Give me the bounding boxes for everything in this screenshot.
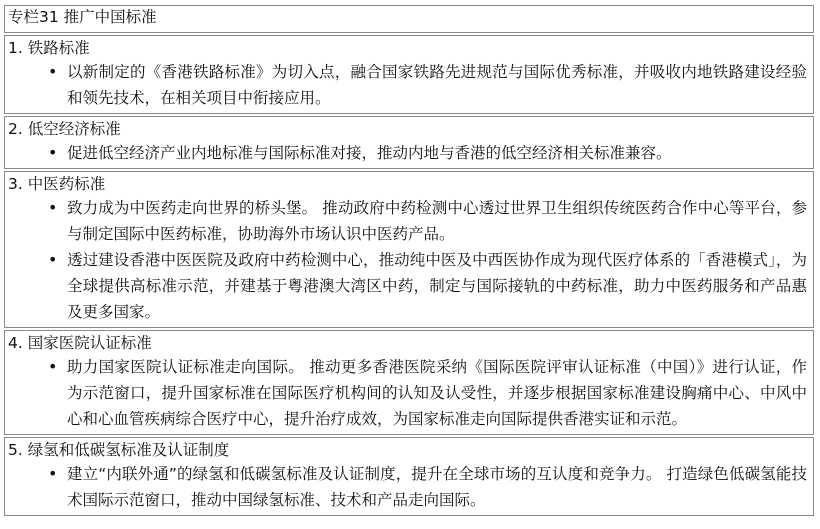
column-box: [4, 3, 814, 518]
section-heading: 5. 绿氢和低碳氢标准及认证制度: [8, 441, 230, 459]
bullet-list: [8, 59, 807, 111]
section-hydrogen: [4, 437, 814, 516]
bullet-item: • 建立“内联外通”的绿氢和低碳氢标准及认证制度，提升在全球市场的互认度和竞争力。 打造绿色低碳氢能技术国际示范窗口，推动中国绿氢标准、技术和产品走向国际。: [48, 461, 807, 513]
bullet-item: • 透过建设香港中医医院及政府中药检测中心，推动纯中医及中西医协作成为现代医疗体系的「香港模式」，为全球提供高标准示范，并建基于粤港澳大湾区中药，制定与国际接轨的中药标准，助力中医药服务和产品惠及更多国家。: [48, 247, 807, 325]
bullet-list: [8, 354, 807, 432]
title-row: [4, 5, 814, 33]
section-railway: [4, 35, 814, 114]
section-chinese-medicine: [4, 171, 814, 328]
section-hospital-accreditation: [4, 330, 814, 435]
bullet-item: • 致力成为中医药走向世界的桥头堡。 推动政府中药检测中心透过世界卫生组织传统医药合作中心等平台，参与制定国际中医药标准，协助海外市场认识中医药产品。: [48, 195, 807, 247]
section-heading: 1. 铁路标准: [8, 39, 90, 57]
column-title: 专栏31 推广中国标准: [4, 5, 814, 33]
bullet-item: • 助力国家医院认证标准走向国际。 推动更多香港医院采纳《国际医院评审认证标准（中国）》进行认证，作为示范窗口，提升国家标准在国际医疗机构间的认知及认受性，并逐步根据国家标准建设胸痛中心、中风中心和心血管疾病综合医疗中心，提升治疗成效，为国家标准走向国际提供香港实证和示范。: [48, 354, 807, 432]
bullet-list: [8, 195, 807, 325]
bullet-list: [8, 461, 807, 513]
section-heading: 4. 国家医院认证标准: [8, 334, 152, 352]
bullet-list: [8, 140, 807, 166]
bullet-item: • 以新制定的《香港铁路标准》为切入点，融合国家铁路先进规范与国际优秀标准，并吸收内地铁路建设经验和领先技术，在相关项目中衔接应用。: [48, 59, 807, 111]
section-low-altitude: [4, 116, 814, 169]
bullet-item: • 促进低空经济产业内地标准与国际标准对接，推动内地与香港的低空经济相关标准兼容。: [48, 140, 807, 166]
section-heading: 3. 中医药标准: [8, 175, 106, 193]
section-heading: 2. 低空经济标准: [8, 120, 121, 138]
